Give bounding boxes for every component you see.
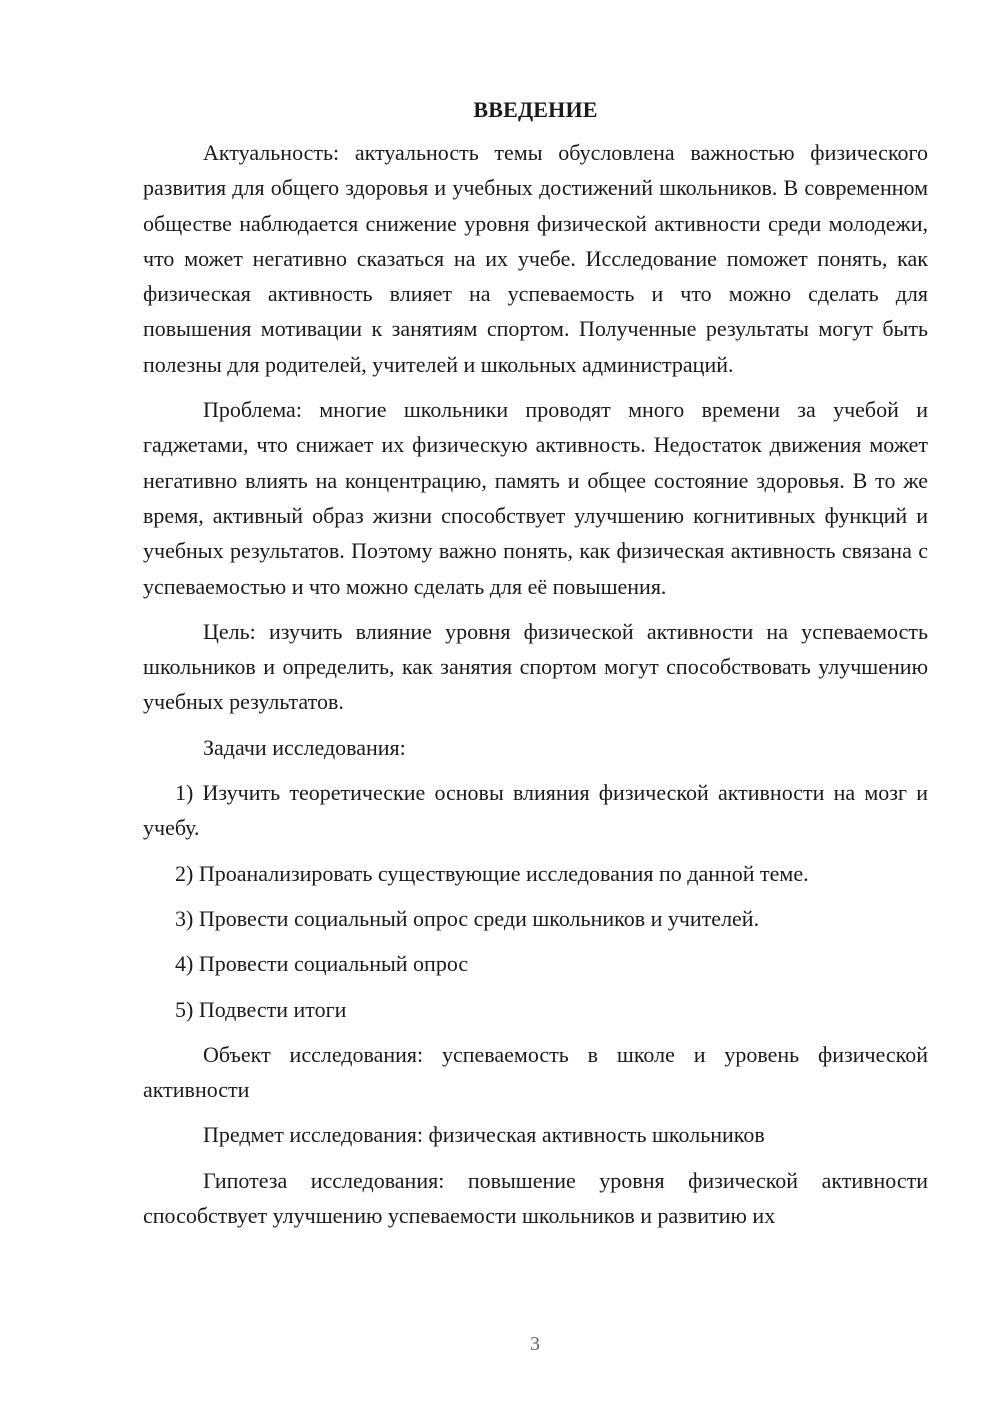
problem-paragraph: Проблема: многие школьники проводят много времени за учебой и гаджетами, что снижает их физическую активность. Недостаток движения может негативно влиять на концентрацию, память и общее состояние здоровья. В то же время, активный образ жизни способствует улучшению когнитивных функций и учебных результатов. Поэтому важно понять, как физическая активность связана с успеваемостью и что можно сделать для её повышения. (143, 397, 928, 599)
tasks-title: Задачи исследования: (203, 734, 406, 760)
subject-paragraph: Предмет исследования: физическая активность школьников (203, 1122, 765, 1148)
goal-paragraph: Цель: изучить влияние уровня физической активности на успеваемость школьников и определить, как занятия спортом могут способствовать улучшению учебных результатов. (143, 618, 928, 715)
hypothesis-paragraph: Гипотеза исследования: повышение уровня физической активности способствует улучшению успеваемости школьников и развитию их (143, 1167, 928, 1229)
task-item-5: 5) Подвести итоги (175, 996, 347, 1022)
object-paragraph: Объект исследования: успеваемость в школе и уровень физической активности (143, 1041, 928, 1103)
page-number: 3 (530, 1333, 540, 1355)
task-item-2: 2) Проанализировать существующие исследования по данной теме. (175, 860, 809, 886)
task-item-3: 3) Провести социальный опрос среди школьников и учителей. (175, 905, 760, 931)
relevance-paragraph: Актуальность: актуальность темы обусловлена важностью физического развития для общего здоровья и учебных достижений школьников. В современном обществе наблюдается снижение уровня физической активности среди молодежи, что может негативно сказаться на их учебе. Исследование поможет понять, как физическая активность влияет на успеваемость и что можно сделать для повышения мотивации к занятиям спортом. Полученные результаты могут быть полезны для родителей, учителей и школьных администраций. (143, 140, 928, 377)
page-title: ВВЕДЕНИЕ (473, 97, 598, 122)
task-item-1: 1) Изучить теоретические основы влияния физической активности на мозг и учебу. (143, 780, 928, 841)
task-item-4: 4) Провести социальный опрос (175, 951, 469, 977)
document-page (143, 92, 928, 1233)
